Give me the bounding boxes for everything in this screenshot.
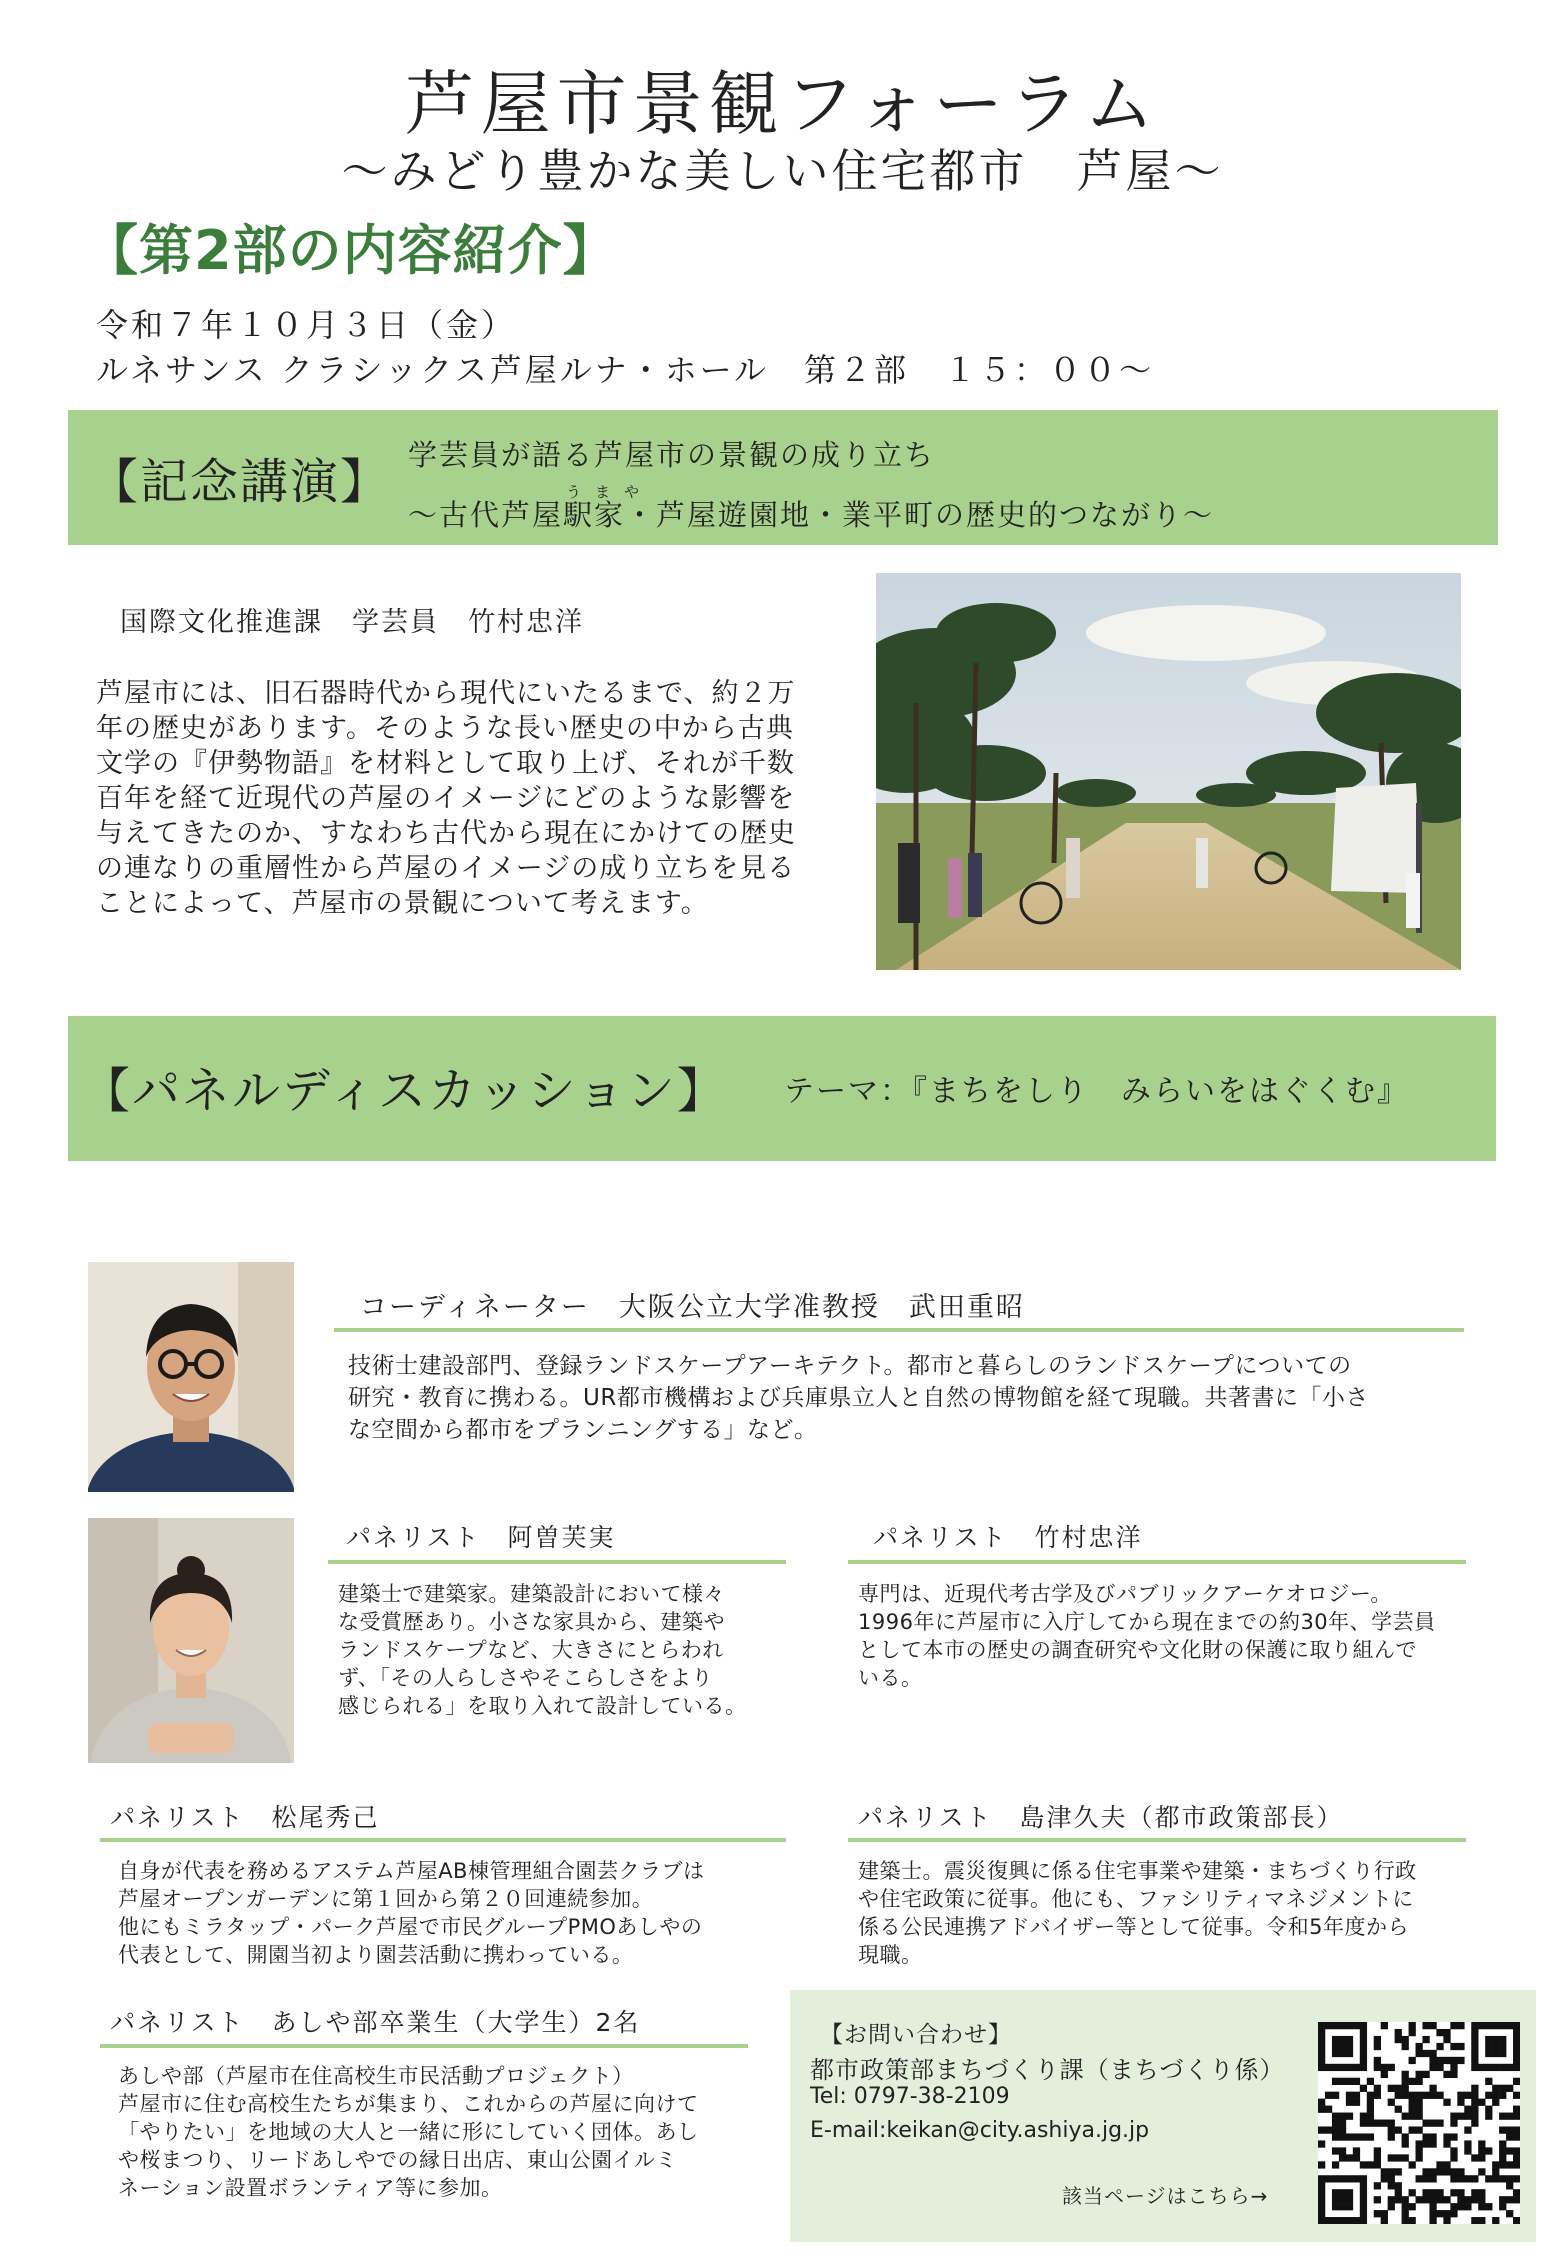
contact-email[interactable]: E-mail:keikan@city.ashiya.jg.jp: [810, 2118, 1150, 2143]
text-line: や桜まつり、リードあしやでの縁日出店、東山公園イルミ: [118, 2148, 677, 2172]
text-line: 自身が代表を務めるアステム芦屋AB棟管理組合園芸クラブは: [118, 1859, 705, 1883]
historic-street-photo: [876, 573, 1461, 970]
text-line: 現職。: [858, 1943, 923, 1967]
contact-phone[interactable]: Tel: 0797-38-2109: [810, 2084, 1010, 2109]
panelist-ashiya-bio: [118, 2062, 758, 2202]
qr-code[interactable]: [1318, 2022, 1520, 2224]
divider: [848, 1838, 1466, 1842]
coordinator-heading: コーディネーター 大阪公立大学准教授 武田重昭: [360, 1292, 1025, 1323]
text-line: いる。: [858, 1666, 923, 1690]
text-line: 芦屋オープンガーデンに第１回から第２０回連続参加。: [118, 1887, 654, 1911]
text-line: として本市の歴史の調査研究や文化財の保護に取り組んで: [858, 1638, 1417, 1662]
text-line: 与えてきたのか、すなわち古代から現在にかけての歴史: [96, 818, 796, 849]
contact-heading: 【お問い合わせ】: [820, 2022, 1012, 2048]
text-line: 研究・教育に携わる。UR都市機構および兵庫県立人と自然の博物館を経て現職。共著書に「小さ: [348, 1385, 1369, 1411]
text-line: の連なりの重層性から芦屋のイメージの成り立ちを見る: [96, 853, 796, 884]
lecture-description: [96, 676, 826, 921]
panelist-shimazu-bio: [858, 1857, 1468, 1969]
page-subtitle: ～みどり豊かな美しい住宅都市 芦屋～: [341, 144, 1224, 198]
lecture-title-line2: ～古代芦屋駅家・芦屋遊園地・業平町の歴史的つながり～: [408, 498, 1215, 532]
coordinator-bio: [348, 1350, 1488, 1446]
text-line: ランドスケープなど、大きさにとらわれ: [338, 1638, 724, 1662]
panelist-shimazu-heading: パネリスト 島津久夫（都市政策部長）: [858, 1803, 1344, 1832]
text-line: 係る公民連携アドバイザー等として従事。令和5年度から: [858, 1915, 1409, 1939]
panelist-takemura-heading: パネリスト 竹村忠洋: [873, 1523, 1143, 1552]
text-line: ネーション設置ボランティア等に参加。: [118, 2176, 503, 2200]
lecture-title-line1: 学芸員が語る芦屋市の景観の成り立ち: [408, 438, 936, 472]
text-line: 専門は、近現代考古学及びパブリックアーケオロジー。: [858, 1582, 1392, 1606]
text-line: 1996年に芦屋市に入庁してから現在までの約30年、学芸員: [858, 1610, 1436, 1634]
panel-theme: テーマ：『まちをしり みらいをはぐくむ』: [784, 1074, 1409, 1109]
panelist-aso-bio: [338, 1580, 778, 1720]
panelist-matsuo-heading: パネリスト 松尾秀己: [110, 1803, 380, 1832]
coordinator-photo: [88, 1262, 294, 1492]
lecture-speaker: 国際文化推進課 学芸員 竹村忠洋: [120, 607, 584, 638]
text-line: 建築士。震災復興に係る住宅事業や建築・まちづくり行政: [858, 1859, 1417, 1883]
panelist-takemura-bio: [858, 1580, 1468, 1692]
event-venue: ルネサンス クラシックス芦屋ルナ・ホール 第２部 １５：００～: [96, 351, 1155, 389]
text-line: ことによって、芦屋市の景観について考えます。: [96, 888, 709, 919]
panelist-ashiya-heading: パネリスト あしや部卒業生（大学生）2名: [110, 2008, 641, 2037]
text-line: 「やりたい」を地域の大人と一緒に形にしていく団体。あし: [118, 2120, 699, 2144]
divider: [848, 1560, 1466, 1564]
text-line: 芦屋市に住む高校生たちが集まり、これからの芦屋に向けて: [118, 2092, 699, 2116]
text-line: ず、「その人らしさやそこらしさをより: [338, 1666, 713, 1690]
text-line: 年の歴史があります。そのような長い歴史の中から古典: [96, 713, 794, 744]
section-title: 【第2部の内容紹介】: [84, 219, 618, 282]
page-title: 芦屋市景観フォーラム: [404, 63, 1161, 145]
divider: [334, 1328, 1464, 1332]
lecture-ruby: うまや: [566, 483, 654, 501]
event-date: 令和７年１０月３日（金）: [96, 306, 517, 344]
panel-label: 【パネルディスカッション】: [82, 1063, 727, 1119]
text-line: 感じられる」を取り入れて設計している。: [338, 1694, 747, 1718]
text-line: 他にもミラタップ・パーク芦屋で市民グループPMOあしやの: [118, 1915, 703, 1939]
text-line: な受賞歴あり。小さな家具から、建築や: [338, 1610, 725, 1634]
text-line: あしや部（芦屋市在住高校生市民活動プロジェクト）: [118, 2064, 634, 2088]
text-line: な空間から都市をプランニングする」など。: [348, 1417, 818, 1443]
panelist-aso-photo: [88, 1518, 294, 1763]
lecture-label: 【記念講演】: [90, 454, 391, 510]
text-line: や住宅政策に従事。他にも、ファシリティマネジメントに: [858, 1887, 1414, 1911]
text-line: 代表として、開園当初より園芸活動に携わっている。: [118, 1943, 634, 1967]
panelist-matsuo-bio: [118, 1857, 798, 1969]
text-line: 百年を経て近現代の芦屋のイメージにどのような影響を: [96, 783, 796, 814]
divider: [328, 1560, 786, 1564]
text-line: 芦屋市には、旧石器時代から現代にいたるまで、約２万: [96, 678, 796, 709]
page-link[interactable]: 該当ページはこちら→: [1062, 2184, 1269, 2208]
text-line: 文学の『伊勢物語』を材料として取り上げ、それが千数: [96, 748, 795, 779]
text-line: 建築士で建築家。建築設計において様々: [338, 1582, 725, 1606]
divider: [100, 1838, 786, 1842]
divider: [100, 2044, 748, 2048]
contact-department: 都市政策部まちづくり課（まちづくり係）: [810, 2056, 1285, 2084]
panelist-aso-heading: パネリスト 阿曽芙実: [346, 1523, 616, 1552]
text-line: 技術士建設部門、登録ランドスケープアーキテクト。都市と暮らしのランドスケープについての: [348, 1353, 1352, 1379]
